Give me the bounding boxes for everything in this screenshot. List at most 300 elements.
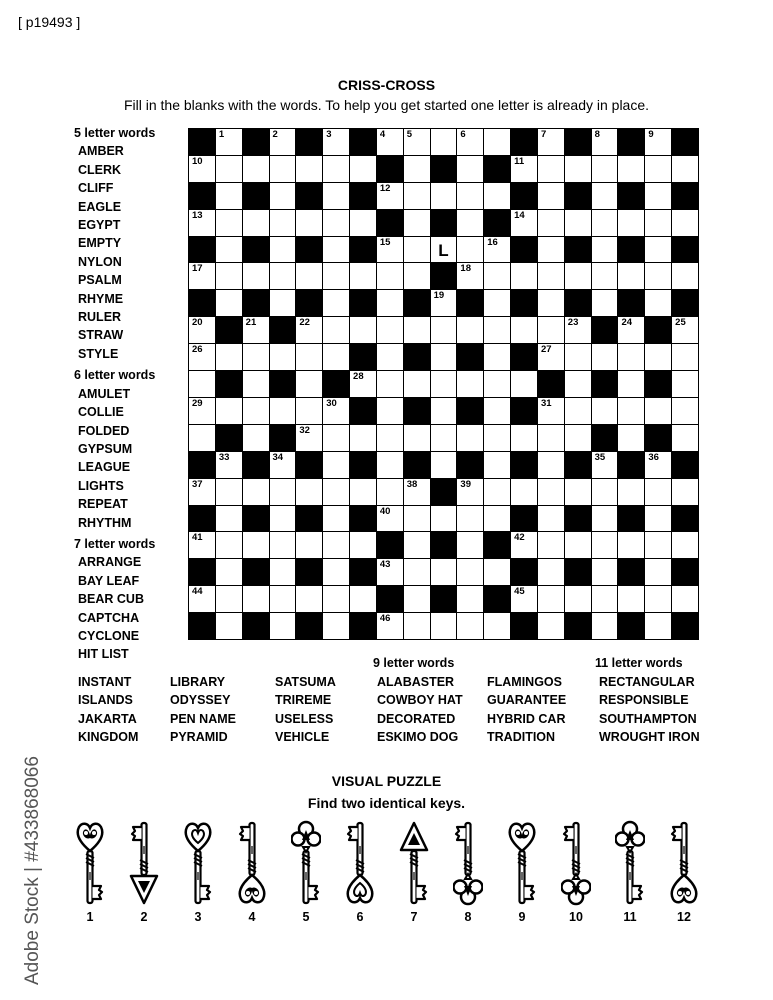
grid-cell[interactable] [484,479,510,505]
grid-cell[interactable] [404,129,430,155]
grid-cell[interactable] [296,398,322,424]
grid-cell[interactable] [216,290,242,316]
grid-cell[interactable] [645,210,671,236]
grid-cell[interactable] [216,613,242,639]
grid-cell[interactable] [511,425,537,451]
clue-number: 23 [567,317,579,329]
grid-cell[interactable] [243,371,269,397]
grid-cell[interactable] [565,210,591,236]
grid-cell[interactable] [243,532,269,558]
grid-cell[interactable] [431,183,457,209]
word-item: RULER [78,310,122,325]
grid-cell[interactable] [404,237,430,263]
grid-cell[interactable] [538,344,564,370]
grid-cell[interactable] [296,371,322,397]
grid-cell[interactable] [216,586,242,612]
grid-cell[interactable] [565,344,591,370]
grid-cell[interactable] [538,479,564,505]
grid-cell[interactable] [672,398,698,424]
grid-cell[interactable] [672,586,698,612]
grid-cell[interactable] [618,398,644,424]
grid-cell[interactable] [484,290,510,316]
grid-cell[interactable] [323,559,349,585]
grid-cell[interactable] [243,479,269,505]
grid-cell[interactable] [645,452,671,478]
grid-cell[interactable] [189,586,215,612]
grid-cell[interactable] [216,183,242,209]
grid-cell[interactable] [323,183,349,209]
grid-cell[interactable] [592,452,618,478]
grid-cell[interactable] [672,532,698,558]
grid-cell[interactable] [404,210,430,236]
grid-cell[interactable] [350,210,376,236]
clue-number: 24 [621,317,633,329]
key-option[interactable] [505,820,539,924]
grid-cell[interactable] [565,371,591,397]
grid-cell[interactable] [592,532,618,558]
grid-cell[interactable] [645,290,671,316]
grid-cell[interactable] [672,371,698,397]
clue-number: 42 [514,532,525,544]
black-cell [350,506,376,532]
grid-cell[interactable] [431,237,457,263]
grid-cell[interactable] [538,210,564,236]
grid-cell[interactable] [511,263,537,289]
grid-cell[interactable] [484,452,510,478]
grid-cell[interactable] [645,263,671,289]
grid-cell[interactable] [270,506,296,532]
grid-cell[interactable] [538,317,564,343]
grid-cell[interactable] [216,156,242,182]
grid-cell[interactable] [484,398,510,424]
grid-cell[interactable] [377,479,403,505]
grid-cell[interactable] [592,479,618,505]
grid-cell[interactable] [377,613,403,639]
black-cell [243,129,269,155]
grid-cell[interactable] [511,479,537,505]
grid-cell[interactable] [538,506,564,532]
grid-cell[interactable] [457,479,483,505]
grid-cell[interactable] [511,532,537,558]
grid-cell[interactable] [350,586,376,612]
key-option[interactable] [343,820,377,924]
grid-cell[interactable] [377,290,403,316]
black-cell [592,317,618,343]
grid-cell[interactable] [404,532,430,558]
grid-cell[interactable] [296,344,322,370]
grid-cell[interactable] [377,263,403,289]
grid-cell[interactable] [216,129,242,155]
crossword-grid [188,128,699,640]
grid-cell[interactable] [404,371,430,397]
grid-cell[interactable] [484,371,510,397]
grid-cell[interactable] [457,237,483,263]
grid-cell[interactable] [511,371,537,397]
grid-cell[interactable] [565,479,591,505]
grid-cell[interactable] [431,452,457,478]
grid-cell[interactable] [350,532,376,558]
grid-cell[interactable] [672,479,698,505]
grid-cell[interactable] [672,344,698,370]
black-cell [484,532,510,558]
grid-cell[interactable] [296,210,322,236]
grid-cell[interactable] [618,586,644,612]
grid-cell[interactable] [323,452,349,478]
grid-cell[interactable] [672,156,698,182]
grid-cell[interactable] [618,344,644,370]
grid-cell[interactable] [431,425,457,451]
grid-cell[interactable] [457,532,483,558]
grid-cell[interactable] [189,425,215,451]
grid-cell[interactable] [377,371,403,397]
grid-cell[interactable] [645,183,671,209]
grid-cell[interactable] [189,344,215,370]
grid-cell[interactable] [672,263,698,289]
grid-cell[interactable] [323,156,349,182]
grid-cell[interactable] [323,210,349,236]
grid-cell[interactable] [457,183,483,209]
grid-cell[interactable] [296,532,322,558]
grid-cell[interactable] [565,156,591,182]
grid-cell[interactable] [431,129,457,155]
grid-cell[interactable] [592,344,618,370]
grid-cell[interactable] [565,586,591,612]
grid-cell[interactable] [538,156,564,182]
key-option[interactable] [451,820,485,924]
grid-cell[interactable] [323,479,349,505]
grid-cell[interactable] [323,532,349,558]
grid-cell[interactable] [457,559,483,585]
grid-cell[interactable] [189,371,215,397]
grid-cell[interactable] [484,317,510,343]
key-option[interactable] [127,820,161,924]
grid-cell[interactable] [618,317,644,343]
grid-cell[interactable] [377,317,403,343]
grid-cell[interactable] [431,398,457,424]
grid-cell[interactable] [189,398,215,424]
key-option[interactable] [613,820,647,924]
grid-cell[interactable] [565,425,591,451]
grid-cell[interactable] [457,506,483,532]
black-cell [350,613,376,639]
black-cell [618,452,644,478]
grid-cell[interactable] [323,398,349,424]
grid-cell[interactable] [457,156,483,182]
key-option[interactable] [667,820,701,924]
grid-cell[interactable] [350,371,376,397]
grid-cell[interactable] [431,613,457,639]
grid-cell[interactable] [323,290,349,316]
grid-cell[interactable] [270,532,296,558]
grid-cell[interactable] [243,398,269,424]
grid-cell[interactable] [189,263,215,289]
key-option[interactable] [289,820,323,924]
grid-cell[interactable] [350,317,376,343]
grid-cell[interactable] [511,210,537,236]
grid-cell[interactable] [484,263,510,289]
grid-cell[interactable] [189,479,215,505]
black-cell [189,452,215,478]
grid-cell[interactable] [323,263,349,289]
grid-cell[interactable] [645,532,671,558]
grid-cell[interactable] [270,156,296,182]
grid-cell[interactable] [538,237,564,263]
grid-cell[interactable] [404,613,430,639]
key-option[interactable] [235,820,269,924]
grid-cell[interactable] [618,532,644,558]
grid-cell[interactable] [323,506,349,532]
grid-cell[interactable] [377,237,403,263]
key-option[interactable] [73,820,107,924]
clue-number: 46 [379,613,391,625]
word-group-heading [483,654,566,673]
grid-cell[interactable] [645,613,671,639]
clue-number: 34 [272,451,284,463]
black-cell [296,290,322,316]
grid-cell[interactable] [243,344,269,370]
grid-cell[interactable] [672,210,698,236]
grid-cell[interactable] [350,156,376,182]
grid-cell[interactable] [270,210,296,236]
grid-cell[interactable] [457,586,483,612]
key-option[interactable] [397,820,431,924]
grid-cell[interactable] [404,425,430,451]
grid-cell[interactable] [296,317,322,343]
grid-cell[interactable] [216,398,242,424]
grid-cell[interactable] [565,532,591,558]
grid-cell[interactable] [216,263,242,289]
grid-cell[interactable] [538,613,564,639]
grid-cell[interactable] [270,398,296,424]
black-cell [511,129,537,155]
grid-cell[interactable] [189,156,215,182]
grid-cell[interactable] [296,479,322,505]
grid-cell[interactable] [270,237,296,263]
grid-cell[interactable] [592,586,618,612]
grid-cell[interactable] [592,237,618,263]
grid-cell[interactable] [484,506,510,532]
grid-cell[interactable] [431,371,457,397]
grid-cell[interactable] [431,344,457,370]
grid-cell[interactable] [565,398,591,424]
grid-cell[interactable] [592,129,618,155]
grid-cell[interactable] [216,344,242,370]
grid-cell[interactable] [377,425,403,451]
grid-cell[interactable] [431,506,457,532]
grid-cell[interactable] [645,586,671,612]
grid-cell[interactable] [538,183,564,209]
grid-cell[interactable] [431,317,457,343]
grid-cell[interactable] [323,613,349,639]
grid-cell[interactable] [538,532,564,558]
grid-cell[interactable] [350,479,376,505]
grid-cell[interactable] [189,210,215,236]
key-option[interactable] [559,820,593,924]
word-item: RESPONSIBLE [599,693,689,707]
grid-cell[interactable] [404,506,430,532]
black-cell [672,290,698,316]
grid-cell[interactable] [538,425,564,451]
grid-cell[interactable] [243,425,269,451]
grid-cell[interactable] [270,183,296,209]
grid-cell[interactable] [592,290,618,316]
grid-cell[interactable] [404,263,430,289]
grid-cell[interactable] [645,479,671,505]
grid-cell[interactable] [216,532,242,558]
grid-cell[interactable] [484,613,510,639]
grid-cell[interactable] [618,210,644,236]
word-item: LEAGUE [78,460,131,475]
grid-cell[interactable] [592,398,618,424]
grid-cell[interactable] [645,344,671,370]
grid-cell[interactable] [618,156,644,182]
grid-cell[interactable] [404,156,430,182]
grid-cell[interactable] [243,156,269,182]
grid-cell[interactable] [270,613,296,639]
grid-cell[interactable] [645,237,671,263]
word-column [78,654,138,747]
grid-cell[interactable] [270,479,296,505]
grid-cell[interactable] [404,559,430,585]
grid-cell[interactable] [457,425,483,451]
grid-cell[interactable] [484,559,510,585]
grid-cell[interactable] [243,210,269,236]
grid-cell[interactable] [323,237,349,263]
grid-cell[interactable] [511,317,537,343]
grid-cell[interactable] [270,586,296,612]
grid-cell[interactable] [484,425,510,451]
grid-cell[interactable] [618,263,644,289]
grid-cell[interactable] [270,344,296,370]
grid-cell[interactable] [645,559,671,585]
grid-cell[interactable] [216,559,242,585]
grid-cell[interactable] [216,506,242,532]
grid-cell[interactable] [323,586,349,612]
grid-cell[interactable] [645,156,671,182]
grid-cell[interactable] [565,317,591,343]
grid-cell[interactable] [457,317,483,343]
grid-cell[interactable] [618,371,644,397]
grid-cell[interactable] [484,183,510,209]
grid-cell[interactable] [296,425,322,451]
grid-cell[interactable] [538,263,564,289]
grid-cell[interactable] [377,559,403,585]
grid-cell[interactable] [216,237,242,263]
grid-cell[interactable] [350,263,376,289]
grid-cell[interactable] [243,263,269,289]
grid-cell[interactable] [538,290,564,316]
black-cell [216,425,242,451]
grid-cell[interactable] [538,398,564,424]
grid-cell[interactable] [431,559,457,585]
grid-cell[interactable] [189,317,215,343]
grid-cell[interactable] [216,210,242,236]
word-item: ISLANDS [78,693,133,707]
grid-cell[interactable] [618,425,644,451]
grid-cell[interactable] [538,586,564,612]
grid-cell[interactable] [270,559,296,585]
grid-cell[interactable] [296,586,322,612]
grid-cell[interactable] [377,506,403,532]
grid-cell[interactable] [216,479,242,505]
grid-cell[interactable] [457,263,483,289]
grid-cell[interactable] [538,559,564,585]
grid-cell[interactable] [404,479,430,505]
grid-cell[interactable] [323,317,349,343]
grid-cell[interactable] [672,317,698,343]
grid-cell[interactable] [592,210,618,236]
grid-cell[interactable] [377,129,403,155]
grid-cell[interactable] [645,129,671,155]
grid-cell[interactable] [323,129,349,155]
grid-cell[interactable] [189,532,215,558]
grid-cell[interactable] [592,506,618,532]
grid-cell[interactable] [672,425,698,451]
grid-cell[interactable] [377,452,403,478]
grid-cell[interactable] [270,263,296,289]
grid-cell[interactable] [538,129,564,155]
word-column [373,654,463,747]
black-cell [350,129,376,155]
grid-cell[interactable] [538,452,564,478]
grid-cell[interactable] [243,586,269,612]
grid-cell[interactable] [323,425,349,451]
grid-cell[interactable] [323,344,349,370]
word-item: PEN NAME [170,711,236,726]
grid-cell[interactable] [377,344,403,370]
grid-cell[interactable] [592,613,618,639]
grid-cell[interactable] [457,613,483,639]
grid-cell[interactable] [270,452,296,478]
grid-cell[interactable] [484,129,510,155]
clue-number: 18 [460,263,471,275]
grid-cell[interactable] [350,425,376,451]
black-cell [243,506,269,532]
grid-cell[interactable] [377,183,403,209]
grid-cell[interactable] [404,586,430,612]
grid-cell[interactable] [511,586,537,612]
grid-cell[interactable] [592,183,618,209]
black-cell [404,344,430,370]
grid-cell[interactable] [457,129,483,155]
key-option[interactable] [181,820,215,924]
grid-cell[interactable] [484,344,510,370]
grid-cell[interactable] [592,156,618,182]
grid-cell[interactable] [484,237,510,263]
grid-cell[interactable] [457,210,483,236]
grid-cell[interactable] [270,129,296,155]
grid-cell[interactable] [645,398,671,424]
grid-cell[interactable] [270,290,296,316]
grid-cell[interactable] [296,263,322,289]
grid-cell[interactable] [404,183,430,209]
word-item: ARRANGE [78,555,142,570]
grid-cell[interactable] [592,559,618,585]
black-cell [484,586,510,612]
grid-cell[interactable] [565,263,591,289]
grid-cell[interactable] [404,317,430,343]
grid-cell[interactable] [431,290,457,316]
grid-cell[interactable] [592,263,618,289]
grid-cell[interactable] [243,317,269,343]
grid-cell[interactable] [216,452,242,478]
grid-cell[interactable] [457,371,483,397]
grid-cell[interactable] [511,156,537,182]
grid-cell[interactable] [618,479,644,505]
grid-cell[interactable] [377,398,403,424]
grid-cell[interactable] [296,156,322,182]
grid-cell[interactable] [645,506,671,532]
